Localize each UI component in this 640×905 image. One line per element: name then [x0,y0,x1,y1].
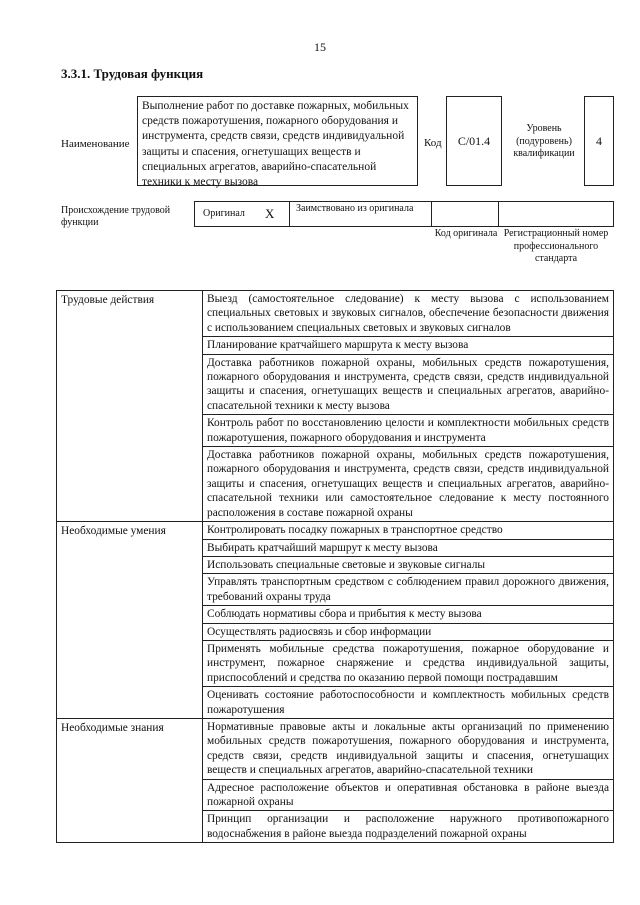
category-label: Необходимые умения [57,522,203,719]
table-cell: Доставка работников пожарной охраны, мобильных средств пожаротушения, пожарного оборудования и инструмента, средств связи, средств индивидуальной защиты и спасения, огнетушащих веществ и специальных агрегатов, аварийно-спасательной техники или самостоятельное следование к месту постоянного расположения в составе пожарной охраны [203,447,614,522]
level-label: Уровень (подуровень) квалификации [513,123,575,159]
table-row [57,291,614,337]
table-row [57,522,614,539]
level-value: 4 [584,96,614,186]
category-label: Необходимые знания [57,718,203,842]
reg-number-cell [498,201,614,227]
code-value: C/01.4 [446,96,502,186]
name-label: Наименование [61,138,130,150]
origin-code-caption: Код оригинала [434,228,498,239]
table-cell: Осуществлять радиосвязь и сбор информации [203,623,614,640]
table-row [57,718,614,779]
function-name: Выполнение работ по доставке пожарных, мобильных средств пожаротушения, пожарного оборудования и инструмента, средств связи, средств индивидуальной защиты и спасения, огнетушащих веществ и специальных агрегатов, аварийно-спасательной техники к месту вызова [137,96,418,186]
table-cell: Контроль работ по восстановлению целости и комплектности мобильных средств пожаротушения, пожарного оборудования и инструмента [203,415,614,447]
origin-label: Происхождение трудовой функции [61,205,171,228]
page-number: 15 [314,40,326,54]
borrowed-label: Заимствовано из оригинала [289,201,432,227]
original-mark: X [265,206,275,221]
table-cell: Соблюдать нормативы сбора и прибытия к месту вызова [203,606,614,623]
table-cell: Нормативные правовые акты и локальные акты организаций по применению мобильных средств пожаротушения, пожарного оборудования и инструмента, средств связи, средств индивидуальной защиты и спасения, огнетушащих веществ и специальных агрегатов, аварийно-спасательной техники [203,718,614,779]
table-cell: Выезд (самостоятельное следование) к месту вызова с использованием специальных световых и звуковых сигналов, обеспечение безопасности движения с использованием специальных световых и звуковых сигналов [203,291,614,337]
original-label: Оригинал [203,208,245,219]
code-label: Код [424,137,442,149]
category-label: Трудовые действия [57,291,203,522]
table-cell: Контролировать посадку пожарных в транспортное средство [203,522,614,539]
table-cell: Управлять транспортным средством с соблюдением правил дорожного движения, требований охраны труда [203,574,614,606]
requirements-table [56,290,614,843]
table-cell: Доставка работников пожарной охраны, мобильных средств пожаротушения, пожарного оборудования и инструмента, средств связи, средств индивидуальной защиты и спасения, огнетушащих веществ и специальных агрегатов, аварийно-спасательной техники к месту вызова [203,354,614,415]
table-cell: Планирование кратчайшего маршрута к месту вызова [203,337,614,354]
table-cell: Выбирать кратчайший маршрут к месту вызова [203,539,614,556]
origin-code-cell [431,201,499,227]
reg-number-caption: Регистрационный номер профессионального стандарта [503,228,609,264]
section-title: 3.3.1. Трудовая функция [61,66,204,81]
original-cell [194,201,290,227]
table-cell: Принцип организации и расположение наружного противопожарного водоснабжения в районе выезда подразделений пожарной охраны [203,811,614,843]
table-cell: Оценивать состояние работоспособности и комплектность мобильных средств пожаротушения [203,687,614,719]
table-cell: Применять мобильные средства пожаротушения, пожарное оборудование и инструмент, пожарное снаряжение и средства индивидуальной защиты, приспособлений и средства по оказанию первой помощи пострадавшим [203,640,614,686]
table-cell: Использовать специальные световые и звуковые сигналы [203,556,614,573]
table-cell: Адресное расположение объектов и оперативная обстановка в районе выезда пожарной охраны [203,779,614,811]
